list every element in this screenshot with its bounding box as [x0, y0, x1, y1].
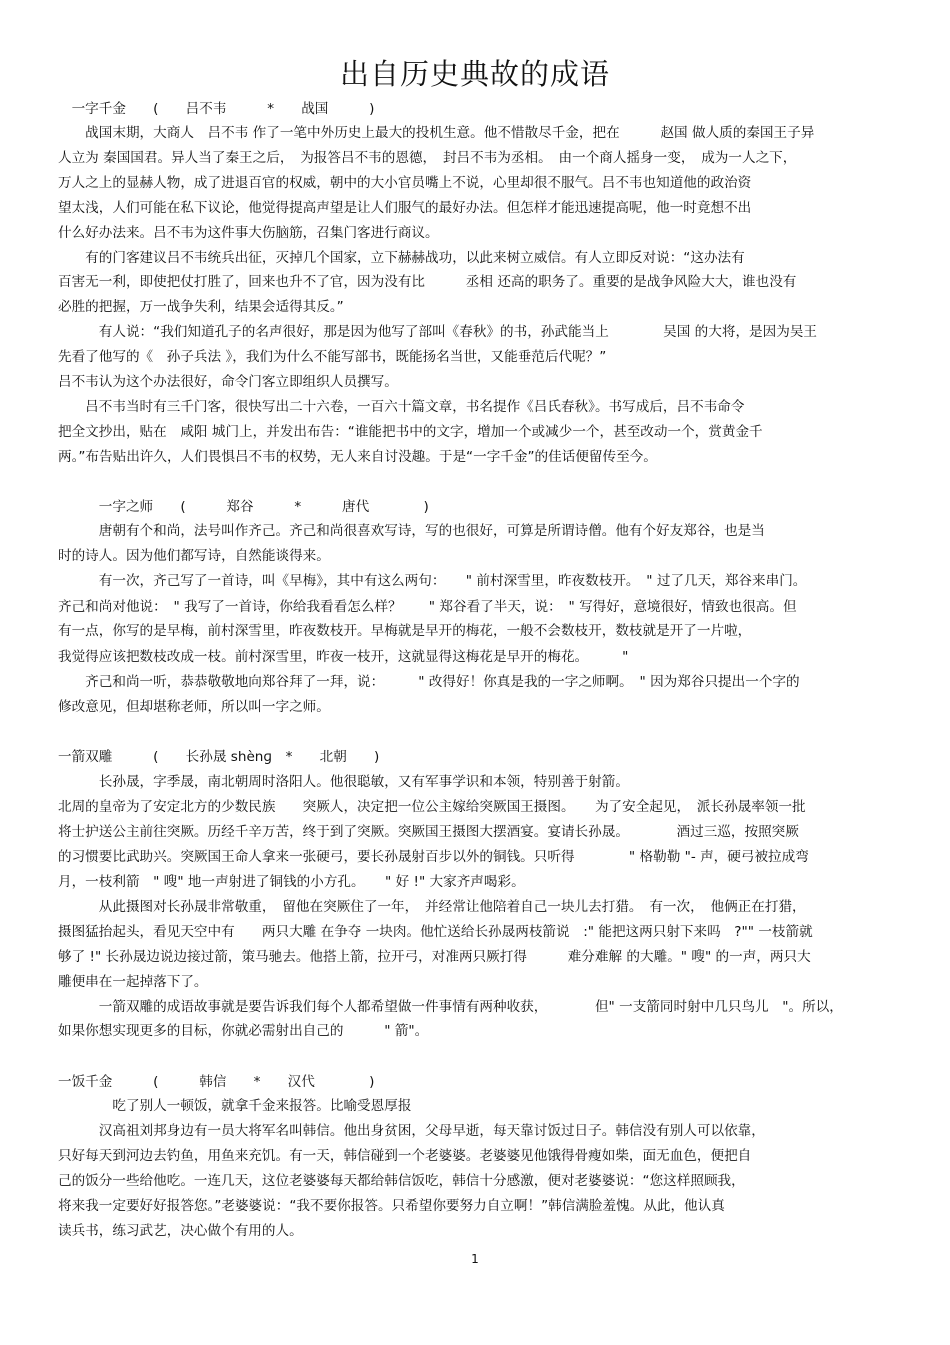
text-line: 一字千金 ( 吕不韦 * 战国 ) [58, 101, 375, 117]
text-line: 什么好办法来。吕不韦为这件事大伤脑筋，召集门客进行商议。 [58, 225, 439, 241]
text-line: 百害无一利，即使把仗打胜了，回来也升不了官，因为没有比 丞相 还高的职务了。重要的是战争风险大大，谁也没有 [58, 274, 797, 290]
text-line: 有一点，你写的是早梅，前村深雪里，昨夜数枝开。早梅就是早开的梅花，一般不会数枝开，数枝就是开了一片啦， [58, 623, 752, 639]
text-line: 雕便串在一起掉落下了。 [58, 974, 208, 990]
text-line: 有一次，齐己写了一首诗，叫《早梅》，其中有这么两句： " 前村深雪里，昨夜数枝开。 " 过了几天，郑谷来串门。 [58, 573, 807, 589]
text-line: 将来我一定要好好报答您。”老婆婆说：“我不要你报答。只希望你要努力自立啊！”韩信满脸羞愧。从此，他认真 [58, 1198, 725, 1214]
text-line: 人立为 秦国国君。异人当了秦王之后， 为报答吕不韦的恩德， 封吕不韦为丞相。 由一个商人摇身一变， 成为一人之下， [58, 150, 797, 166]
text-line: 唐朝有个和尚，法号叫作齐己。齐己和尚很喜欢写诗，写的也很好，可算是所谓诗僧。他有个好友郑谷，也是当 [58, 523, 765, 539]
text-line: 一箭双雕的成语故事就是要告诉我们每个人都希望做一件事情有两种收获， 但" 一支箭同时射中几只鸟儿 "。所以， [58, 999, 843, 1015]
text-line: 吃了别人一顿饭，就拿千金来报答。比喻受恩厚报 [58, 1098, 412, 1114]
text-line: 把全文抄出，贴在 咸阳 城门上，并发出布告：“谁能把书中的文字，增加一个或减少一个，甚至改动一个，赏黄金千 [58, 424, 763, 440]
text-line: 一箭双雕 ( 长孙晟 shènɡ * 北朝 ) [58, 749, 380, 765]
text-line: 月，一枝利箭 " 嗖" 地一声射进了铜钱的小方孔。 " 好 !" 大家齐声喝彩。 [58, 874, 525, 890]
text-line: 齐己和尚一听，恭恭敬敬地向郑谷拜了一拜，说： " 改得好！你真是我的一字之师啊。 " 因为郑谷只提出一个字的 [58, 674, 800, 690]
text-line: 长孙晟，字季晟，南北朝周时洛阳人。他很聪敏，又有军事学识和本领，特别善于射箭。 [58, 774, 629, 790]
text-line: 先看了他写的《 孙子兵法 》，我们为什么不能写部书，既能扬名当世，又能垂范后代呢？” [58, 349, 607, 365]
text-line: 一字之师 ( 郑谷 * 唐代 ) [58, 499, 429, 515]
text-line: 修改意见，但却堪称老师，所以叫一字之师。 [58, 699, 330, 715]
page-number: 1 [471, 1252, 479, 1266]
text-line: 的习惯要比武助兴。突厥国王命人拿来一张硬弓，要长孙晟射百步以外的铜钱。只听得 " 格勒勒 "- 声，硬弓被拉成弯 [58, 849, 809, 865]
text-line: 北周的皇帝为了安定北方的少数民族 突厥人，决定把一位公主嫁给突厥国王摄图。 为了安全起见， 派长孙晟率领一批 [58, 799, 806, 815]
text-line: 将士护送公主前往突厥。历经千辛万苦，终于到了突厥。突厥国王摄图大摆酒宴。宴请长孙晟。 酒过三巡，按照突厥 [58, 824, 799, 840]
text-line: 有的门客建议吕不韦统兵出征，灭掉几个国家，立下赫赫战功，以此来树立威信。有人立即反对说：“这办法有 [58, 250, 745, 266]
text-line: 望太浅，人们可能在私下议论，他觉得提高声望是让人们服气的最好办法。但怎样才能迅速提高呢，他一时竟想不出 [58, 200, 752, 216]
text-line: 两。”布告贴出许久，人们畏惧吕不韦的权势，无人来自讨没趣。于是“一字千金”的佳话便留传至今。 [58, 449, 657, 465]
text-line: 够了 !" 长孙晟边说边接过箭，策马驰去。他搭上箭，拉开弓，对准两只厥打得 难分难解 的大雕。" 嗖" 的一声，两只大 [58, 949, 811, 965]
text-line: 时的诗人。因为他们都写诗，自然能谈得来。 [58, 548, 330, 564]
text-line: 读兵书，练习武艺，决心做个有用的人。 [58, 1223, 303, 1239]
text-line: 吕不韦认为这个办法很好，命令门客立即组织人员撰写。 [58, 374, 398, 390]
text-line: 有人说：“我们知道孔子的名声很好，那是因为他写了部叫《春秋》的书，孙武能当上 吴国 的大将，是因为吴王 [58, 324, 818, 340]
text-line: 只好每天到河边去钓鱼，用鱼来充饥。有一天，韩信碰到一个老婆婆。老婆婆见他饿得骨瘦如柴，面无血色，便把自 [58, 1148, 752, 1164]
text-line: 万人之上的显赫人物，成了进退百官的权威，朝中的大小官员嘴上不说，心里却很不服气。吕不韦也知道他的政治资 [58, 175, 752, 191]
text-line: 己的饭分一些给他吃。一连几天，这位老婆婆每天都给韩信饭吃，韩信十分感激，便对老婆婆说：“您这样照顾我， [58, 1173, 745, 1189]
text-line: 如果你想实现更多的目标，你就必需射出自己的 " 箭"。 [58, 1023, 429, 1039]
text-line: 摄图猛抬起头，看见天空中有 两只大雕 在争夺 一块肉。他忙送给长孙晟两枝箭说 :" 能把这两只射下来吗 ?"" 一枝箭就 [58, 924, 813, 940]
text-line: 战国末期，大商人 吕不韦 作了一笔中外历史上最大的投机生意。他不惜散尽千金，把在 赵国 做人质的秦国王子异 [58, 125, 815, 141]
text-line: 齐己和尚对他说： " 我写了一首诗，你给我看看怎么样？ " 郑谷看了半天，说： " 写得好，意境很好，情致也很高。但 [58, 599, 797, 615]
text-line: 一饭千金 ( 韩信 * 汉代 ) [58, 1074, 375, 1090]
text-line: 吕不韦当时有三千门客，很快写出二十六卷，一百六十篇文章，书名提作《吕氏春秋》。书写成后，吕不韦命令 [58, 399, 745, 415]
text-line: 汉高祖刘邦身边有一员大将军名叫韩信。他出身贫困，父母早逝，每天靠讨饭过日子。韩信没有别人可以依靠， [58, 1123, 765, 1139]
text-line: 我觉得应该把数枝改成一枝。前村深雪里，昨夜一枝开，这就显得这梅花是早开的梅花。 " [58, 649, 629, 665]
text-line: 从此摄图对长孙晟非常敬重， 留他在突厥住了一年， 并经常让他陪着自己一块儿去打猎。 有一次， 他俩正在打猎， [58, 899, 806, 915]
page-title: 出自历史典故的成语 [339, 57, 610, 91]
text-line: 必胜的把握，万一战争失利，结果会适得其反。” [58, 299, 344, 315]
